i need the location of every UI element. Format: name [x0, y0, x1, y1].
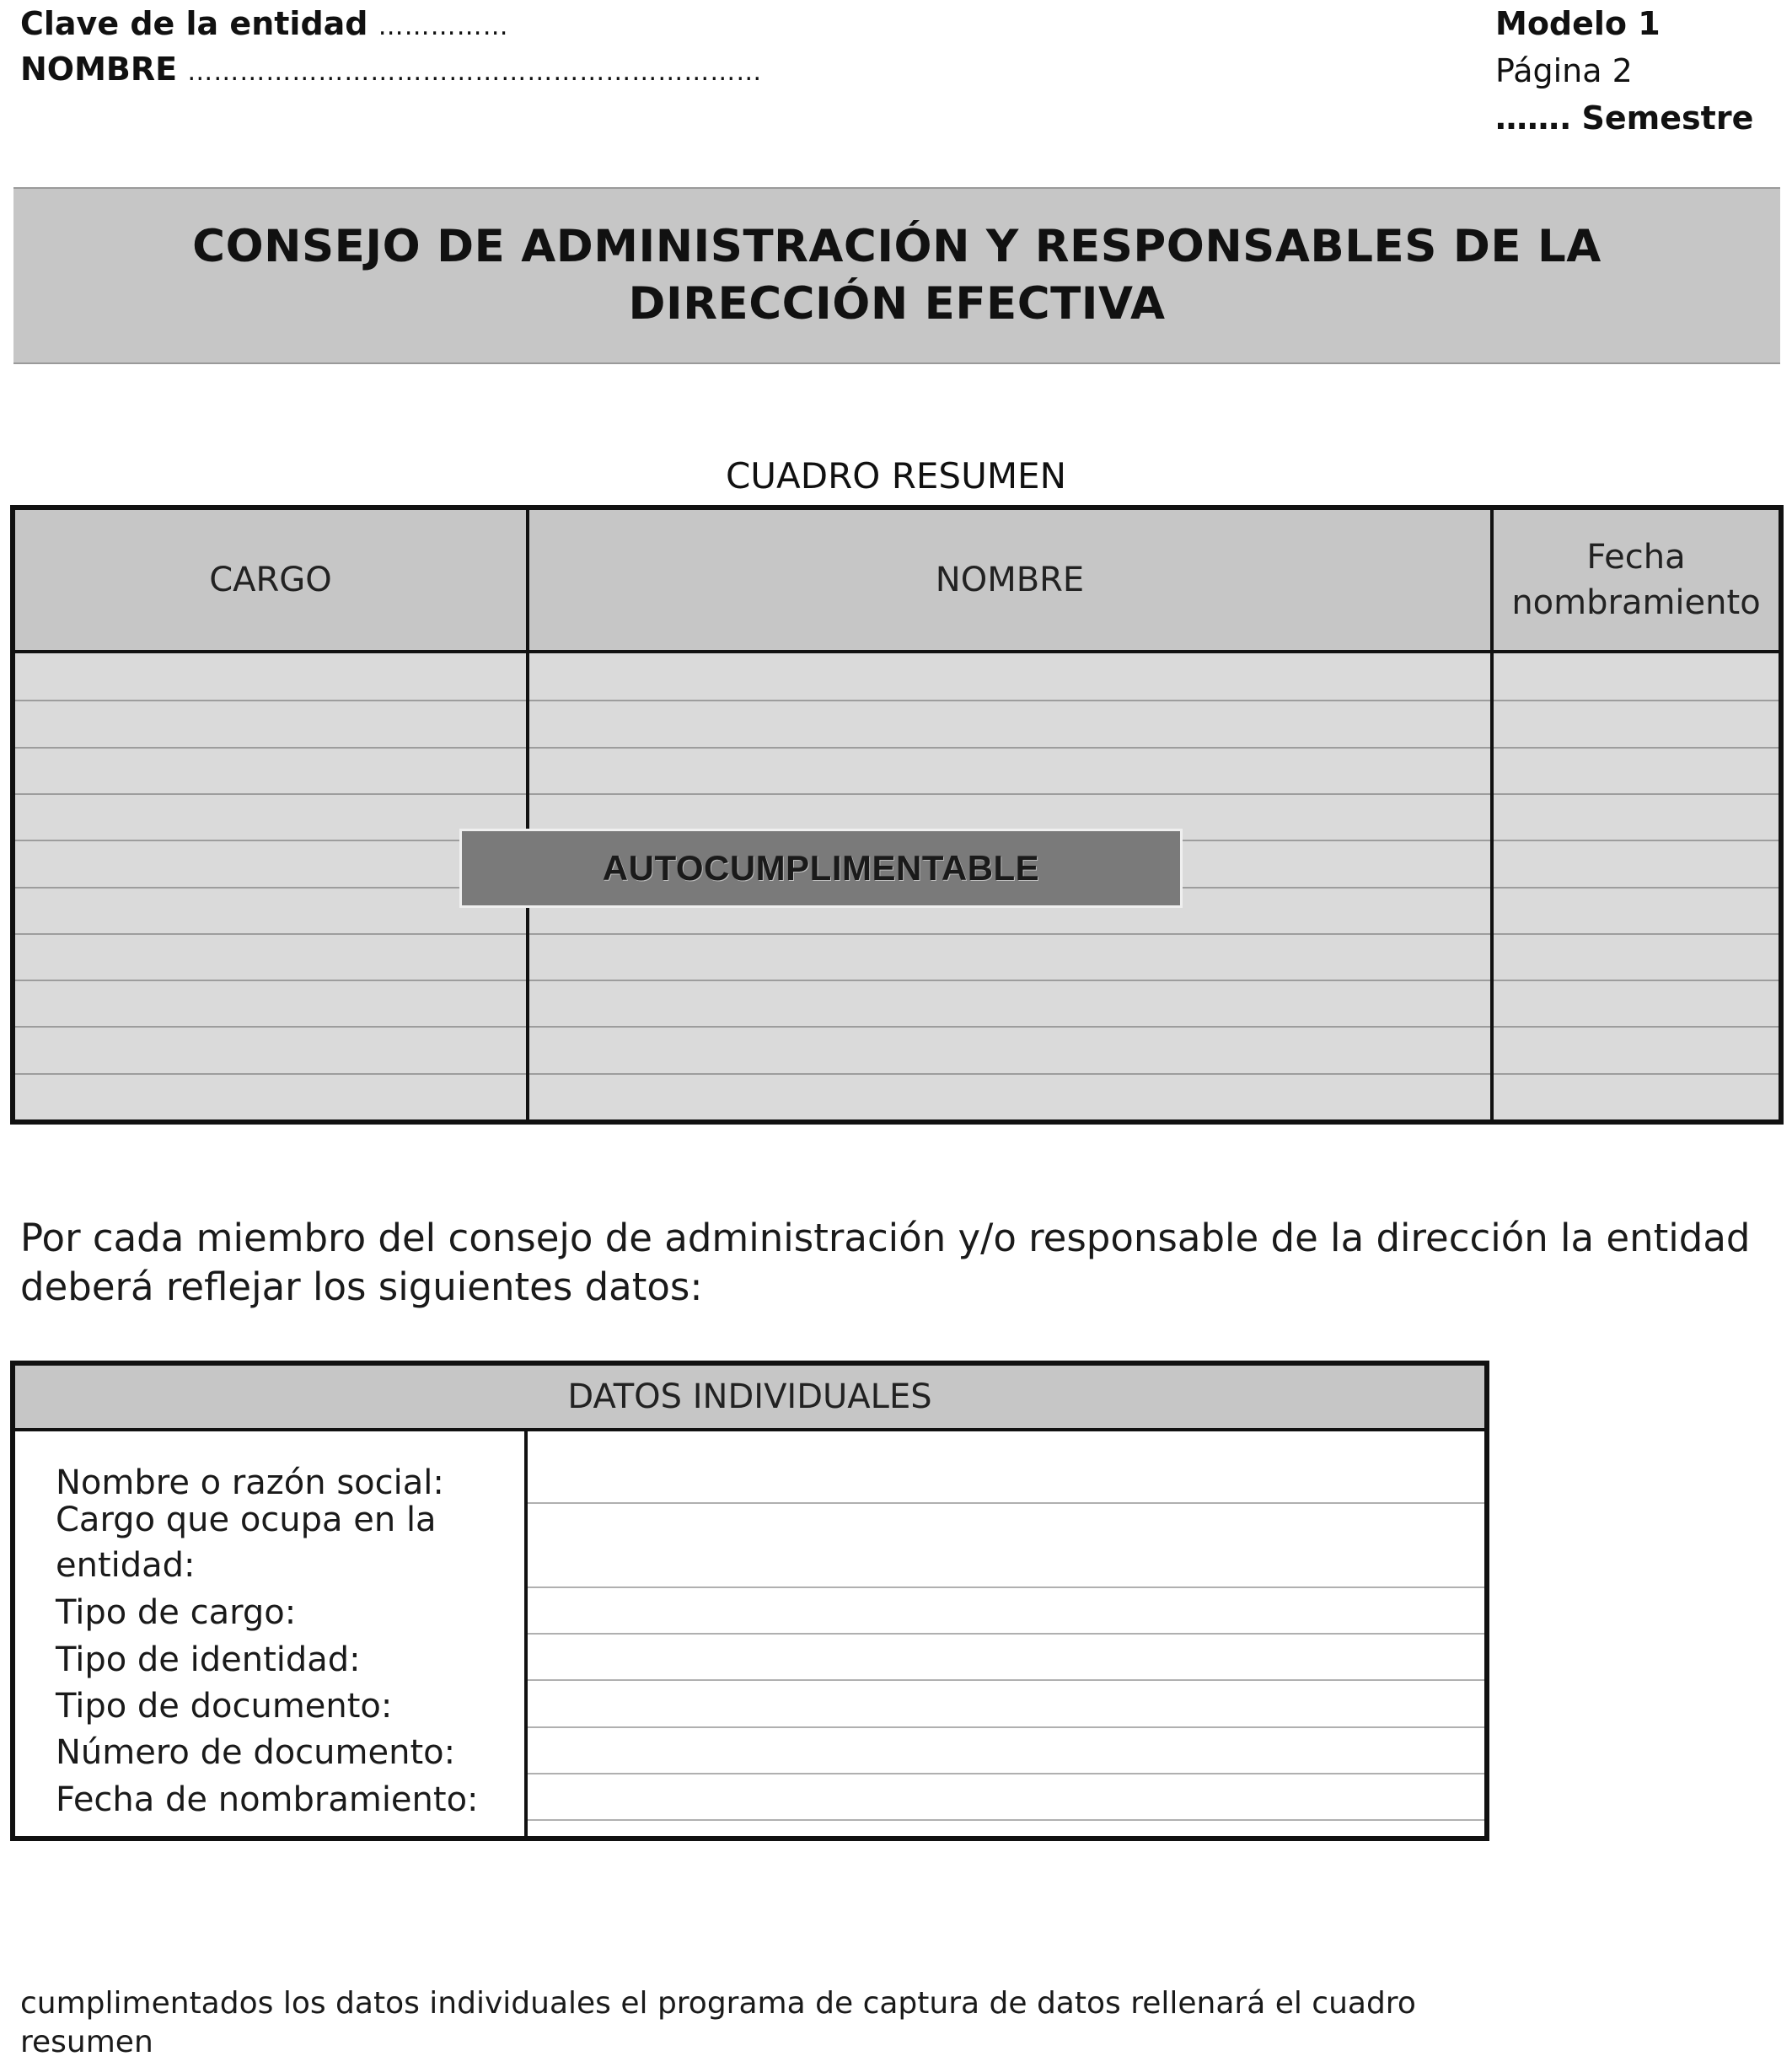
- page-title: [192, 218, 1602, 333]
- page-label: Página 2: [1495, 52, 1633, 89]
- entity-name-label: NOMBRE: [20, 51, 178, 88]
- individual-data-header: DATOS INDIVIDUALES: [15, 1366, 1484, 1431]
- summary-caption: CUADRO RESUMEN: [725, 455, 1067, 497]
- summary-row-separator: [15, 700, 1779, 701]
- semester-line: [1495, 94, 1753, 142]
- column-divider: [1490, 510, 1494, 1119]
- summary-row-separator: [15, 1073, 1779, 1075]
- field-label-position-type: Tipo de cargo:: [56, 1593, 297, 1632]
- page-title-line-1: CONSEJO DE ADMINISTRACIÓN Y RESPONSABLES DE LA: [192, 221, 1602, 272]
- field-label-position: Cargo que ocupa en la entidad:: [56, 1501, 437, 1585]
- field-line: [528, 1502, 1484, 1504]
- entity-name-placeholder: …………………………………………………………: [187, 57, 763, 87]
- semester-label: Semestre: [1581, 99, 1754, 137]
- entity-key-label: Clave de la entidad: [20, 5, 368, 42]
- summary-row-separator: [15, 933, 1779, 935]
- autofill-banner: [462, 831, 1180, 905]
- summary-row-separator: [15, 980, 1779, 981]
- summary-row-separator: [15, 1026, 1779, 1028]
- field-line: [528, 1633, 1484, 1635]
- entity-key-placeholder: ……………: [378, 12, 509, 41]
- field-label-appointment-date: Fecha de nombramiento:: [56, 1780, 479, 1819]
- page-title-line-2: DIRECCIÓN EFECTIVA: [628, 278, 1166, 330]
- summary-row-separator: [15, 747, 1779, 749]
- field-line: [528, 1726, 1484, 1728]
- column-divider: [526, 510, 529, 1119]
- column-header-fecha: Fecha nombramiento: [1511, 538, 1761, 622]
- summary-table: [10, 505, 1784, 1125]
- field-line: [528, 1819, 1484, 1821]
- field-label-document-number: Número de documento:: [56, 1733, 456, 1772]
- entity-name-line: [20, 46, 762, 96]
- summary-table-header: [15, 510, 1779, 653]
- field-label-name: Nombre o razón social:: [56, 1463, 444, 1502]
- field-line: [528, 1586, 1484, 1588]
- column-header-cargo: CARGO: [209, 561, 332, 599]
- model-text: Modelo 1: [1495, 5, 1661, 42]
- instruction-paragraph: Por cada miembro del consejo de administración y/o responsable de la dirección la entidad deberá reflejar los siguientes datos:: [20, 1216, 1751, 1309]
- title-band: [13, 187, 1780, 364]
- entity-key-line: [20, 0, 509, 51]
- column-header-nombre: NOMBRE: [935, 561, 1085, 599]
- model-label: [1495, 0, 1661, 47]
- footnote: cumplimentados los datos individuales el programa de captura de datos rellenará el cuadro resumen: [20, 1986, 1416, 2059]
- semester-placeholder: …….: [1495, 99, 1572, 137]
- field-line: [528, 1679, 1484, 1681]
- field-line: [528, 1773, 1484, 1774]
- individual-data-table: [10, 1361, 1489, 1841]
- field-label-identity-type: Tipo de identidad:: [56, 1640, 361, 1679]
- field-label-document-type: Tipo de documento:: [56, 1687, 393, 1726]
- summary-row-separator: [15, 793, 1779, 795]
- autofill-label: AUTOCUMPLIMENTABLE: [602, 848, 1040, 888]
